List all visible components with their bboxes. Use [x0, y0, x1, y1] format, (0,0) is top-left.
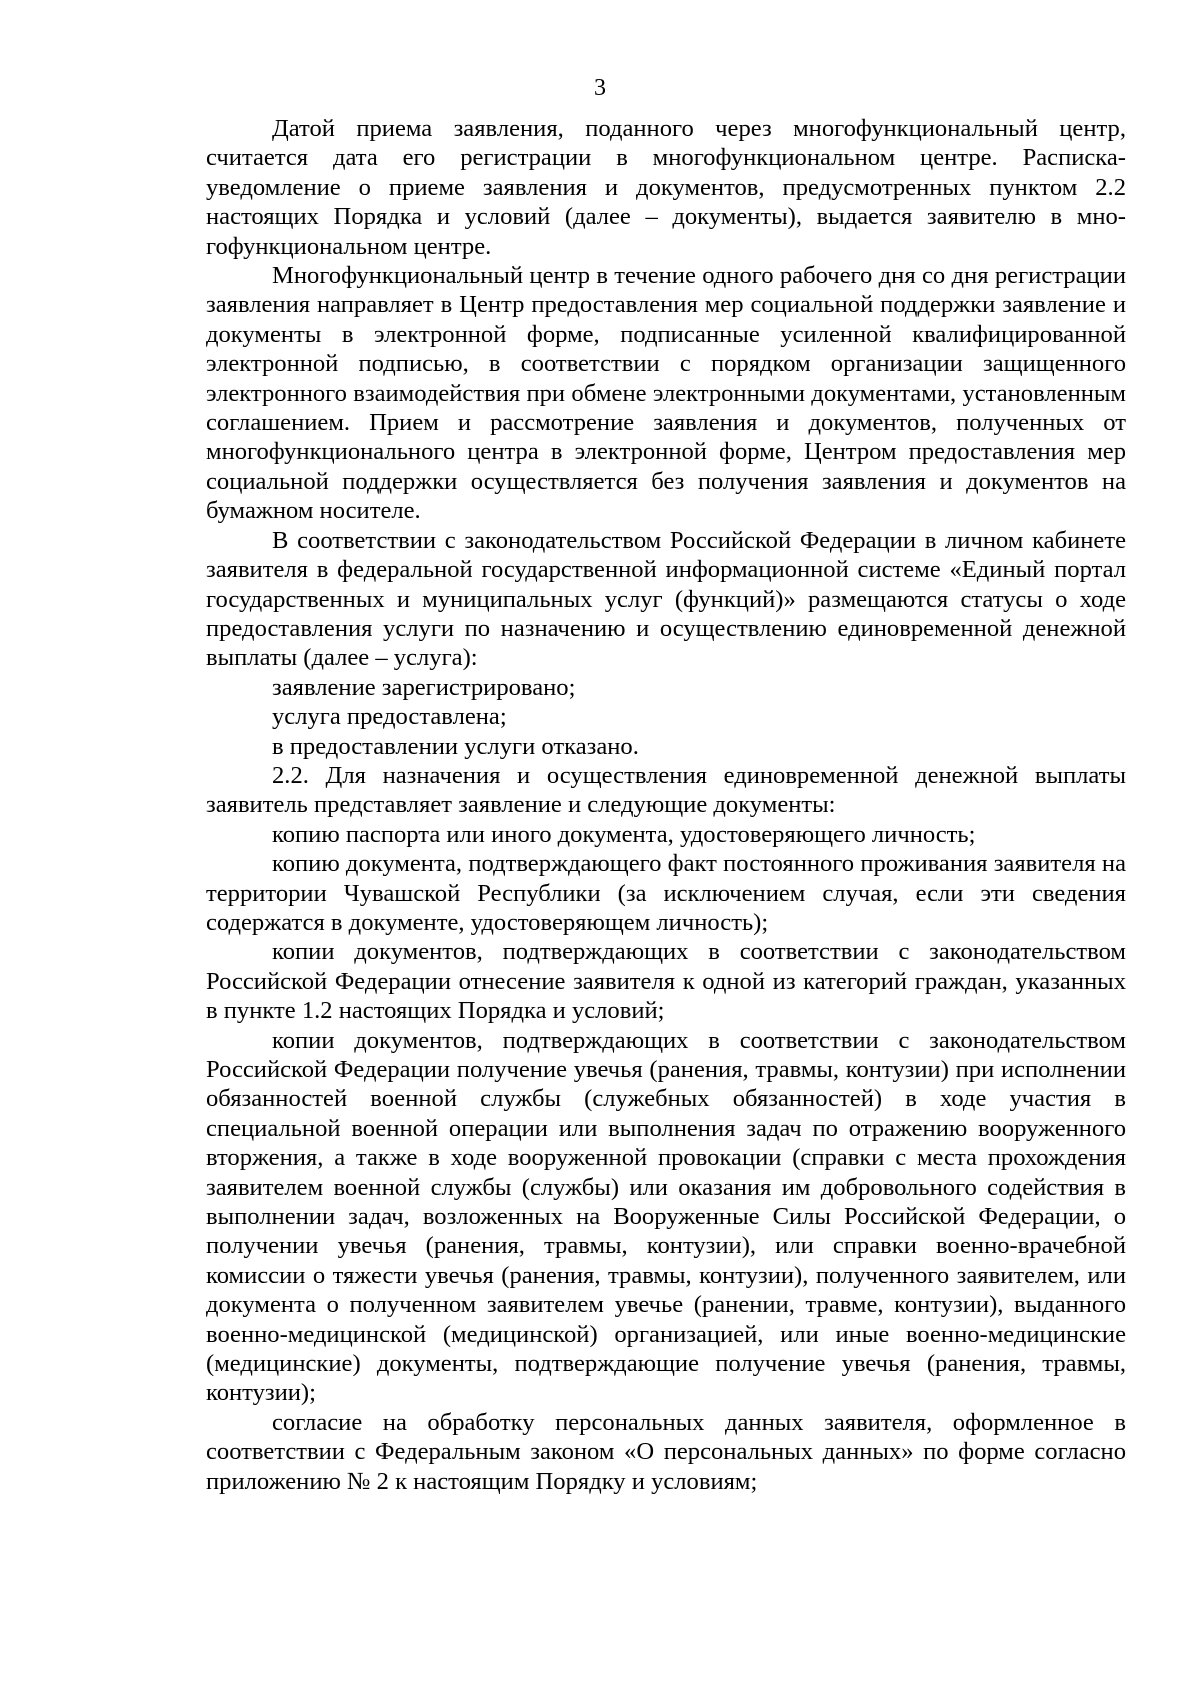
- paragraph-portal-statuses: В соответствии с законодательством Российской Федерации в личном кабинете заявителя в федеральной государственной информационной системе «Единый портал государственных и муниципальных услуг (функций)» размещаются статусы о ходе предоставления услуги по назначению и осуществлению единовременной денежной выплаты (далее – услуга):: [206, 526, 1126, 672]
- document-item-category: копии документов, подтверждающих в соответствии с законодательством Российской Федерации отнесение заявителя к одной из категорий граждан, указанных в пункте 1.2 настоящих Порядка и условий;: [206, 938, 1126, 1025]
- document-item-consent: согласие на обработку персональных данных заявителя, оформленное в соответствии с Федеральным законом «О персональных данных» по форме согласно приложению № 2 к настоящим Порядку и условиям;: [206, 1408, 1126, 1495]
- status-item-provided: услуга предоставлена;: [272, 703, 507, 731]
- document-item-residence: копию документа, подтверждающего факт постоянного проживания заявителя на территории Чувашской Республики (за исключением случая, если эти сведения содержатся в документе, удостоверяющем личность);: [206, 850, 1126, 936]
- paragraph-mfc-application-date: Датой приема заявления, поданного через многофункциональный центр, считается дата его регистрации в многофункциональном центре. Расписка-уведомление о приеме заявления и документов, предусмотренных пунктом 2.2 настоящих Порядка и условий (далее – документы), выдается заявителю в многофункциональном центре.: [206, 115, 1126, 260]
- document-item-passport: копию паспорта или иного документа, удостоверяющего личность;: [272, 820, 976, 848]
- document-body: [206, 114, 1126, 1496]
- paragraph-section-2-2: 2.2. Для назначения и осуществления единовременной денежной выплаты заявитель представляет заявление и следующие документы:: [206, 761, 1126, 819]
- document-item-injury: копии документов, подтверждающих в соответствии с законодательством Российской Федерации получение увечья (ранения, травмы, контузии) при исполнении обязанностей военной службы (служебных обязанностей) в ходе участия в специальной военной операции или выполнения задач по отражению вооруженного вторжения, а также в ходе вооруженной провокации (справки с места прохождения заявителем военной службы (службы) или оказания им добровольного содействия в выполнении задач, возложенных на Вооруженные Силы Российской Федерации, о получении увечья (ранения, травмы, контузии), или справки военно-врачебной комиссии о тяжести увечья (ранения, травмы, контузии), полученного заявителем, или документа о полученном заявителем увечье (ранении, травме, контузии), выданного военно-медицинской (медицинской) организацией, или иные военно-медицинские (медицинские) документы, подтверждающие получение увечья (ранения, травмы, контузии);: [206, 1026, 1126, 1407]
- status-item-registered: заявление зарегистрировано;: [272, 673, 576, 701]
- page-number: 3: [594, 75, 606, 101]
- paragraph-mfc-forwarding: Многофункциональный центр в течение одного рабочего дня со дня регистрации заявления направляет в Центр предоставления мер социальной поддержки заявление и документы в электронной форме, подписанные усиленной квалифицированной электронной подписью, в соответствии с порядком организации защищенного электронного взаимодействия при обмене электронными документами, установленным соглашением. Прием и рассмотрение заявления и документов, полученных от многофункционального центра в электронной форме, Центром предоставления мер социальной поддержки осуществляется без получения заявления и документов на бумажном носителе.: [206, 262, 1126, 525]
- status-item-refused: в предоставлении услуги отказано.: [272, 732, 639, 760]
